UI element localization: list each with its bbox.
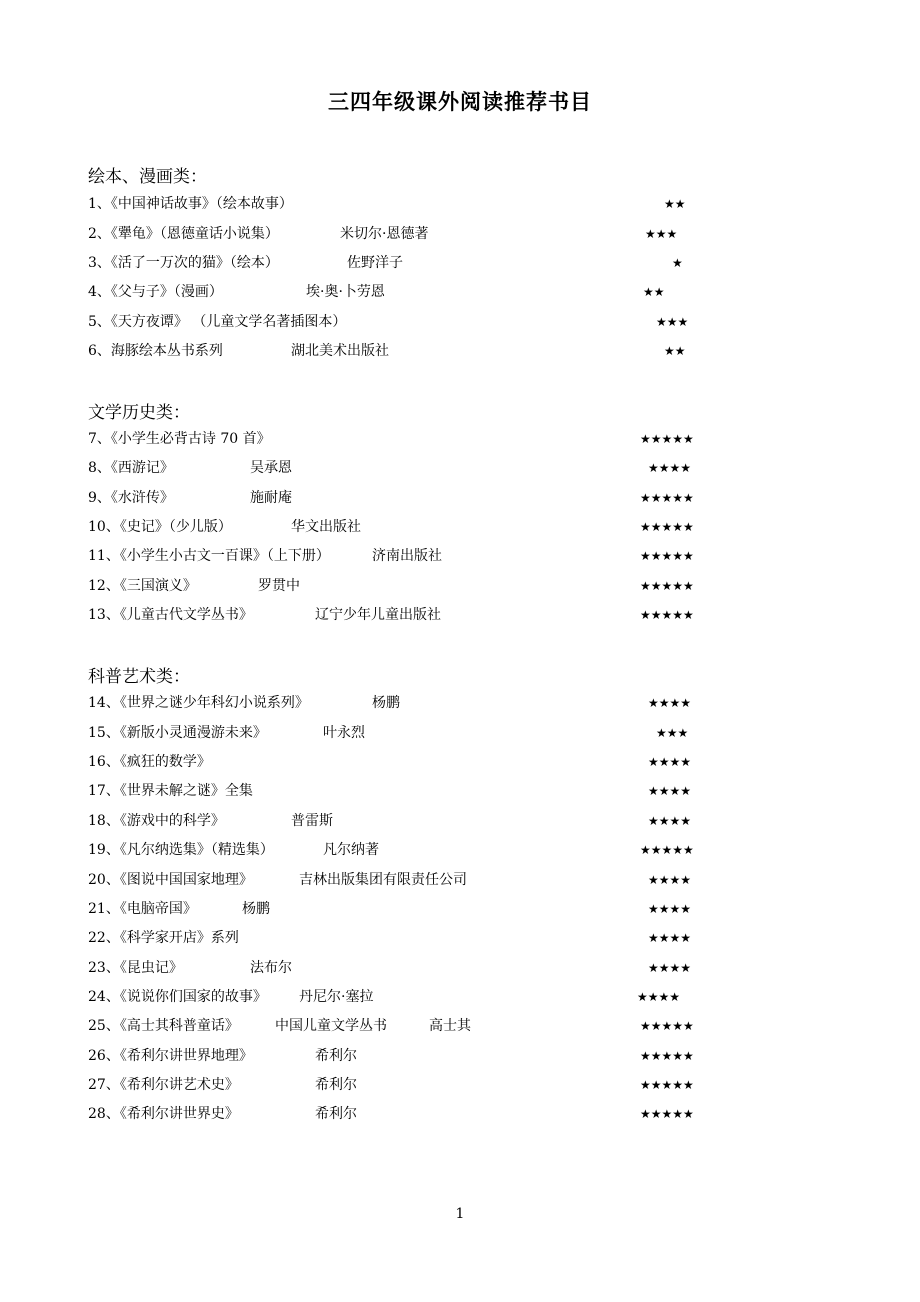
book-title: 2、《犟龟》（恩德童话小说集）	[88, 226, 279, 242]
rating-stars: ★★★★★	[640, 520, 694, 534]
section-heading: 科普艺术类：	[88, 667, 190, 687]
book-title: 23、《昆虫记》	[88, 960, 183, 976]
book-title: 4、《父与子》（漫画）	[88, 284, 223, 300]
book-title: 5、《天方夜谭》 （儿童文学名著插图本）	[88, 314, 347, 330]
book-author: 湖北美术出版社	[291, 343, 389, 359]
rating-stars: ★★★★	[648, 902, 692, 916]
rating-stars: ★★★★	[648, 784, 692, 798]
rating-stars: ★★★★★	[640, 1078, 694, 1092]
book-title: 25、《高士其科普童话》	[88, 1018, 239, 1034]
section-heading: 文学历史类：	[88, 403, 190, 423]
book-title: 8、《西游记》	[88, 460, 174, 476]
book-title: 3、《活了一万次的猫》（绘本）	[88, 255, 279, 271]
book-author: 济南出版社	[372, 548, 442, 564]
book-author: 高士其	[429, 1018, 471, 1034]
book-author: 罗贯中	[258, 578, 300, 594]
book-title: 15、《新版小灵通漫游未来》	[88, 725, 267, 741]
rating-stars: ★★★★★	[640, 608, 694, 622]
book-title: 24、《说说你们国家的故事》	[88, 989, 267, 1005]
book-title: 16、《疯狂的数学》	[88, 754, 211, 770]
rating-stars: ★★★★★	[640, 579, 694, 593]
book-author: 凡尔纳著	[323, 842, 379, 858]
rating-stars: ★★★★	[648, 696, 692, 710]
book-title: 22、《科学家开店》系列	[88, 930, 239, 946]
rating-stars: ★★★★	[648, 961, 692, 975]
book-title: 7、《小学生必背古诗 70 首》	[88, 431, 271, 447]
book-author: 华文出版社	[291, 519, 361, 535]
book-author: 普雷斯	[291, 813, 333, 829]
rating-stars: ★★★★	[637, 990, 681, 1004]
rating-stars: ★★★★	[648, 873, 692, 887]
rating-stars: ★★★★★	[640, 432, 694, 446]
book-title: 14、《世界之谜少年科幻小说系列》	[88, 695, 309, 711]
book-title: 11、《小学生小古文一百课》（上下册）	[88, 548, 330, 564]
book-author: 希利尔	[315, 1077, 357, 1093]
rating-stars: ★★	[664, 197, 686, 211]
book-author: 叶永烈	[323, 725, 365, 741]
book-author: 希利尔	[315, 1106, 357, 1122]
book-author: 辽宁少年儿童出版社	[315, 607, 441, 623]
book-author: 杨鹏	[372, 695, 400, 711]
rating-stars: ★★★★	[648, 814, 692, 828]
rating-stars: ★★★★★	[640, 843, 694, 857]
rating-stars: ★★★	[656, 726, 689, 740]
book-title: 26、《希利尔讲世界地理》	[88, 1048, 253, 1064]
book-title: 10、《史记》（少儿版）	[88, 519, 232, 535]
book-author: 中国儿童文学丛书	[275, 1018, 387, 1034]
book-title: 27、《希利尔讲艺术史》	[88, 1077, 239, 1093]
book-title: 17、《世界未解之谜》全集	[88, 783, 253, 799]
rating-stars: ★★★★★	[640, 1049, 694, 1063]
rating-stars: ★★★★★	[640, 1019, 694, 1033]
book-title: 9、《水浒传》	[88, 490, 174, 506]
rating-stars: ★★★★	[648, 931, 692, 945]
book-title: 20、《图说中国国家地理》	[88, 872, 253, 888]
book-author: 希利尔	[315, 1048, 357, 1064]
book-author: 法布尔	[250, 960, 292, 976]
rating-stars: ★★★★	[648, 461, 692, 475]
book-author: 吉林出版集团有限责任公司	[299, 872, 467, 888]
rating-stars: ★	[672, 256, 683, 270]
book-title: 1、《中国神话故事》（绘本故事）	[88, 196, 293, 212]
book-author: 吴承恩	[250, 460, 292, 476]
rating-stars: ★★	[664, 344, 686, 358]
page-number: 1	[455, 1206, 465, 1222]
book-author: 杨鹏	[242, 901, 270, 917]
book-author: 施耐庵	[250, 490, 292, 506]
book-title: 19、《凡尔纳选集》（精选集）	[88, 842, 274, 858]
book-title: 6、海豚绘本丛书系列	[88, 343, 223, 359]
book-author: 米切尔·恩德著	[340, 226, 429, 242]
book-title: 21、《电脑帝国》	[88, 901, 197, 917]
book-title: 28、《希利尔讲世界史》	[88, 1106, 239, 1122]
book-author: 丹尼尔·塞拉	[299, 989, 374, 1005]
book-author: 埃·奥·卜劳恩	[306, 284, 385, 300]
rating-stars: ★★★★	[648, 755, 692, 769]
rating-stars: ★★★★★	[640, 1107, 694, 1121]
rating-stars: ★★★	[656, 315, 689, 329]
rating-stars: ★★★★★	[640, 491, 694, 505]
book-title: 18、《游戏中的科学》	[88, 813, 225, 829]
rating-stars: ★★★	[645, 227, 678, 241]
book-author: 佐野洋子	[347, 255, 403, 271]
rating-stars: ★★★★★	[640, 549, 694, 563]
book-title: 13、《儿童古代文学丛书》	[88, 607, 253, 623]
rating-stars: ★★	[643, 285, 665, 299]
section-heading: 绘本、漫画类：	[88, 167, 207, 187]
page-title: 三四年级课外阅读推荐书目	[328, 90, 592, 114]
book-title: 12、《三国演义》	[88, 578, 197, 594]
